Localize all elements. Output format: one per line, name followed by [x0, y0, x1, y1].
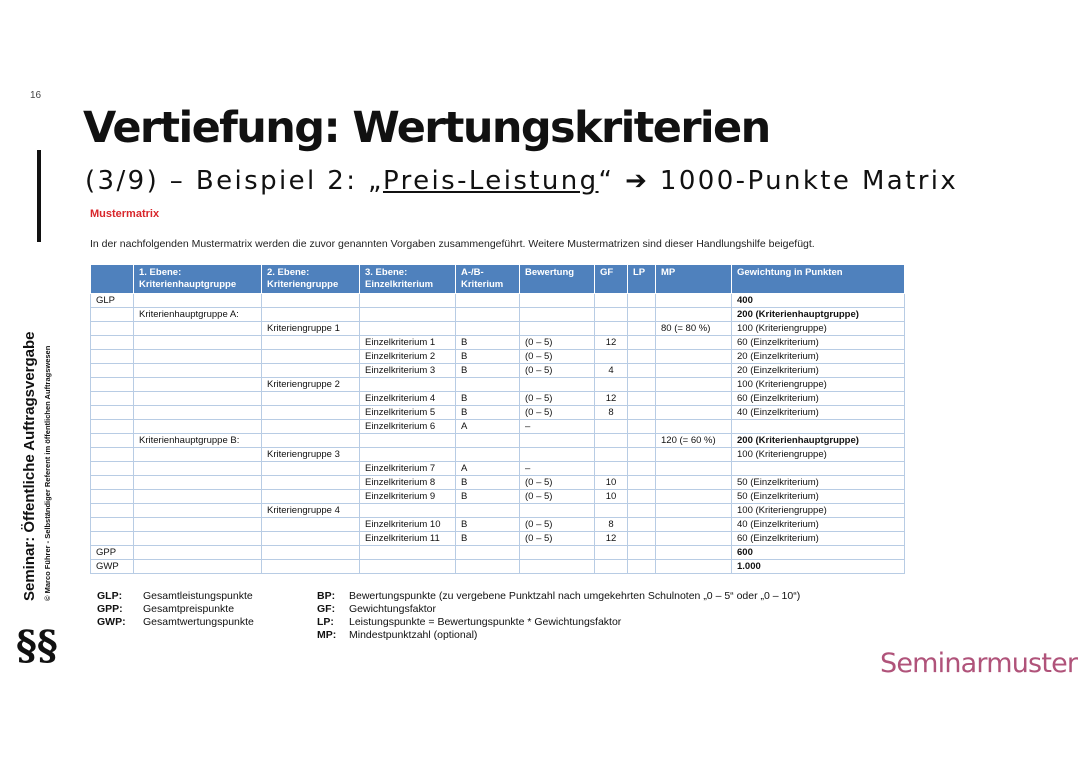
table-cell: Einzelkriterium 8 — [360, 476, 456, 490]
table-cell: B — [456, 476, 520, 490]
table-cell: Einzelkriterium 3 — [360, 364, 456, 378]
table-row — [91, 448, 905, 462]
table-cell — [262, 532, 360, 546]
table-cell: Einzelkriterium 9 — [360, 490, 456, 504]
column-header: A-/B- Kriterium — [456, 265, 520, 294]
table-cell: Kriteriengruppe 3 — [262, 448, 360, 462]
table-cell: Einzelkriterium 5 — [360, 406, 456, 420]
table-cell: 60 (Einzelkriterium) — [732, 336, 905, 350]
table-cell: 120 (= 60 %) — [656, 434, 732, 448]
subtitle-prefix: (3/9) – Beispiel 2: „ — [85, 166, 383, 196]
column-header: LP — [628, 265, 656, 294]
table-cell — [628, 504, 656, 518]
table-cell — [656, 420, 732, 434]
table-cell: Kriterienhauptgruppe B: — [134, 434, 262, 448]
table-cell — [732, 420, 905, 434]
table-row — [91, 364, 905, 378]
table-cell — [520, 434, 595, 448]
table-cell: Einzelkriterium 7 — [360, 462, 456, 476]
table-cell — [262, 490, 360, 504]
table-cell — [595, 434, 628, 448]
accent-bar — [37, 150, 41, 242]
table-cell — [656, 448, 732, 462]
table-cell: (0 – 5) — [520, 364, 595, 378]
slide-subtitle — [85, 164, 958, 198]
table-cell: 20 (Einzelkriterium) — [732, 364, 905, 378]
table-cell — [520, 448, 595, 462]
table-cell — [262, 476, 360, 490]
table-cell — [91, 406, 134, 420]
legend-item — [317, 603, 800, 616]
table-cell: 50 (Einzelkriterium) — [732, 490, 905, 504]
subtitle-suffix: “ ➔ 1000-Punkte Matrix — [598, 166, 959, 196]
legend-key: GLP: — [97, 590, 123, 602]
table-row — [91, 308, 905, 322]
table-cell — [628, 406, 656, 420]
table-cell — [656, 532, 732, 546]
column-header: 3. Ebene: Einzelkriterium — [360, 265, 456, 294]
table-cell — [628, 560, 656, 574]
table-cell — [656, 364, 732, 378]
table-cell — [520, 560, 595, 574]
legend-value: Gesamtleistungspunkte — [143, 590, 253, 602]
legend-key: MP: — [317, 629, 337, 641]
table-cell — [262, 294, 360, 308]
table-cell — [360, 294, 456, 308]
table-cell — [520, 504, 595, 518]
table-cell — [134, 462, 262, 476]
legend-value: Gewichtungsfaktor — [349, 603, 436, 615]
table-cell — [360, 434, 456, 448]
table-cell — [262, 518, 360, 532]
table-cell: (0 – 5) — [520, 532, 595, 546]
table-cell: (0 – 5) — [520, 476, 595, 490]
table-cell: (0 – 5) — [520, 406, 595, 420]
table-cell — [262, 336, 360, 350]
table-cell — [656, 378, 732, 392]
legend-item — [97, 603, 254, 616]
table-cell — [91, 336, 134, 350]
table-row — [91, 490, 905, 504]
table-cell: B — [456, 364, 520, 378]
table-cell — [732, 462, 905, 476]
table-cell — [628, 392, 656, 406]
table-cell: 8 — [595, 518, 628, 532]
table-row — [91, 518, 905, 532]
legend-item — [317, 629, 800, 642]
table-cell — [656, 490, 732, 504]
table-cell: (0 – 5) — [520, 518, 595, 532]
table-cell — [656, 518, 732, 532]
table-cell: 50 (Einzelkriterium) — [732, 476, 905, 490]
table-cell: (0 – 5) — [520, 336, 595, 350]
legend-value: Gesamtwertungspunkte — [143, 616, 254, 628]
table-cell: B — [456, 490, 520, 504]
table-cell — [360, 560, 456, 574]
table-cell — [134, 364, 262, 378]
table-cell: (0 – 5) — [520, 350, 595, 364]
table-cell — [91, 532, 134, 546]
sidebar-title: Seminar: Öffentliche Auftragsvergabe — [21, 331, 38, 601]
table-row — [91, 560, 905, 574]
table-cell — [360, 546, 456, 560]
table-cell — [360, 322, 456, 336]
table-cell: 8 — [595, 406, 628, 420]
table-cell — [595, 448, 628, 462]
table-cell — [656, 392, 732, 406]
table-cell: – — [520, 420, 595, 434]
table-cell — [656, 336, 732, 350]
table-cell — [628, 350, 656, 364]
table-cell: (0 – 5) — [520, 392, 595, 406]
table-cell — [262, 434, 360, 448]
table-row — [91, 532, 905, 546]
table-cell — [134, 546, 262, 560]
table-cell — [656, 350, 732, 364]
column-header: Gewichtung in Punkten — [732, 265, 905, 294]
table-cell — [595, 462, 628, 476]
table-cell — [134, 322, 262, 336]
table-cell — [262, 392, 360, 406]
table-cell — [91, 378, 134, 392]
table-cell — [520, 546, 595, 560]
table-cell: 40 (Einzelkriterium) — [732, 406, 905, 420]
table-cell: 400 — [732, 294, 905, 308]
column-header: 2. Ebene: Kriteriengruppe — [262, 265, 360, 294]
table-cell: 12 — [595, 392, 628, 406]
table-cell — [628, 294, 656, 308]
table-row — [91, 294, 905, 308]
table-row — [91, 420, 905, 434]
table-cell — [456, 294, 520, 308]
table-cell — [134, 420, 262, 434]
table-cell: 20 (Einzelkriterium) — [732, 350, 905, 364]
table-cell — [134, 294, 262, 308]
table-cell: Einzelkriterium 10 — [360, 518, 456, 532]
table-cell — [628, 364, 656, 378]
table-cell — [656, 294, 732, 308]
legend-key: GF: — [317, 603, 336, 615]
table-cell: Einzelkriterium 4 — [360, 392, 456, 406]
column-header: GF — [595, 265, 628, 294]
legend-key: BP: — [317, 590, 336, 602]
subtitle-underlined: Preis-Leistung — [382, 166, 599, 196]
table-cell — [134, 350, 262, 364]
table-cell — [91, 490, 134, 504]
table-row — [91, 378, 905, 392]
table-cell — [628, 322, 656, 336]
table-cell: Kriteriengruppe 1 — [262, 322, 360, 336]
table-cell — [456, 448, 520, 462]
table-cell — [595, 546, 628, 560]
legend-item — [317, 590, 800, 603]
legend-item — [97, 590, 254, 603]
table-cell: 200 (Kriterienhauptgruppe) — [732, 308, 905, 322]
legend-left — [97, 590, 254, 629]
table-row — [91, 546, 905, 560]
table-cell — [628, 434, 656, 448]
table-row — [91, 462, 905, 476]
sidebar-copyright: © Marco Führer - Selbständiger Referent im öffentlichen Auftragswesen — [43, 345, 52, 601]
table-cell — [262, 420, 360, 434]
table-cell — [595, 350, 628, 364]
table-cell — [134, 532, 262, 546]
table-cell: Kriteriengruppe 4 — [262, 504, 360, 518]
table-cell — [520, 322, 595, 336]
table-cell — [656, 546, 732, 560]
brand-logo: Seminarmuster — [880, 648, 1078, 679]
table-cell — [262, 560, 360, 574]
table-cell: 1.000 — [732, 560, 905, 574]
table-cell — [262, 308, 360, 322]
table-cell — [360, 308, 456, 322]
table-cell — [656, 308, 732, 322]
legend-value: Bewertungspunkte (zu vergebene Punktzahl nach umgekehrten Schulnoten „0 – 5“ oder „0 – 10“) — [349, 590, 801, 602]
table-cell: 40 (Einzelkriterium) — [732, 518, 905, 532]
table-cell — [520, 378, 595, 392]
table-cell — [595, 294, 628, 308]
table-cell — [595, 504, 628, 518]
table-cell — [456, 378, 520, 392]
table-cell: 100 (Kriteriengruppe) — [732, 378, 905, 392]
column-header: Bewertung — [520, 265, 595, 294]
table-cell — [628, 490, 656, 504]
table-cell: GWP — [91, 560, 134, 574]
table-row — [91, 406, 905, 420]
table-cell — [91, 462, 134, 476]
table-cell — [134, 336, 262, 350]
table-cell — [656, 406, 732, 420]
table-cell — [91, 504, 134, 518]
table-cell: 12 — [595, 336, 628, 350]
table-cell: B — [456, 350, 520, 364]
table-cell — [628, 476, 656, 490]
table-cell — [91, 308, 134, 322]
table-cell — [134, 392, 262, 406]
matrix-heading: Mustermatrix — [90, 208, 160, 220]
table-row — [91, 322, 905, 336]
table-cell: Einzelkriterium 1 — [360, 336, 456, 350]
table-row — [91, 350, 905, 364]
table-cell: 100 (Kriteriengruppe) — [732, 448, 905, 462]
table-cell — [628, 378, 656, 392]
table-cell — [262, 350, 360, 364]
table-cell — [520, 294, 595, 308]
table-cell — [91, 448, 134, 462]
table-cell — [262, 546, 360, 560]
table-cell: 4 — [595, 364, 628, 378]
table-cell — [91, 518, 134, 532]
table-cell — [456, 504, 520, 518]
table-cell: Einzelkriterium 2 — [360, 350, 456, 364]
table-cell: 200 (Kriterienhauptgruppe) — [732, 434, 905, 448]
table-cell — [91, 392, 134, 406]
table-cell: A — [456, 462, 520, 476]
table-cell — [628, 532, 656, 546]
table-cell — [134, 504, 262, 518]
table-cell — [595, 420, 628, 434]
table-cell — [91, 322, 134, 336]
table-cell: 12 — [595, 532, 628, 546]
table-cell — [360, 504, 456, 518]
table-cell — [134, 406, 262, 420]
table-cell: Einzelkriterium 11 — [360, 532, 456, 546]
legend-value: Mindestpunktzahl (optional) — [349, 629, 478, 641]
table-cell: B — [456, 532, 520, 546]
column-header: 1. Ebene: Kriterienhauptgruppe — [134, 265, 262, 294]
table-cell — [134, 448, 262, 462]
table-cell: Einzelkriterium 6 — [360, 420, 456, 434]
table-cell — [656, 462, 732, 476]
table-cell: GPP — [91, 546, 134, 560]
table-header-row — [91, 265, 905, 294]
legend-right — [317, 590, 800, 642]
table-cell — [628, 518, 656, 532]
table-cell: (0 – 5) — [520, 490, 595, 504]
table-cell — [91, 420, 134, 434]
table-cell — [91, 476, 134, 490]
table-cell — [656, 476, 732, 490]
table-cell: 10 — [595, 476, 628, 490]
table-cell — [628, 308, 656, 322]
table-cell: 100 (Kriteriengruppe) — [732, 322, 905, 336]
table-cell — [456, 434, 520, 448]
table-cell — [91, 350, 134, 364]
table-cell: 60 (Einzelkriterium) — [732, 532, 905, 546]
table-cell: B — [456, 406, 520, 420]
table-row — [91, 336, 905, 350]
page-number: 16 — [30, 90, 42, 101]
table-cell — [456, 308, 520, 322]
table-row — [91, 504, 905, 518]
points-matrix-table — [90, 264, 905, 574]
table-cell — [134, 378, 262, 392]
table-cell: 80 (= 80 %) — [656, 322, 732, 336]
table-cell: B — [456, 336, 520, 350]
table-cell — [595, 378, 628, 392]
table-cell — [134, 476, 262, 490]
table-cell: B — [456, 392, 520, 406]
table-cell: – — [520, 462, 595, 476]
table-cell: 10 — [595, 490, 628, 504]
table-cell — [628, 448, 656, 462]
table-cell — [262, 406, 360, 420]
legend-key: LP: — [317, 616, 334, 628]
table-cell — [595, 308, 628, 322]
table-cell — [262, 462, 360, 476]
table-cell: GLP — [91, 294, 134, 308]
legend-key: GPP: — [97, 603, 123, 615]
table-cell: 100 (Kriteriengruppe) — [732, 504, 905, 518]
table-cell — [456, 560, 520, 574]
paragraph-icon: §§ — [16, 622, 58, 669]
legend-value: Gesamtpreispunkte — [143, 603, 235, 615]
table-cell — [628, 546, 656, 560]
table-cell — [456, 322, 520, 336]
table-cell: 600 — [732, 546, 905, 560]
legend-item — [317, 616, 800, 629]
table-cell — [628, 462, 656, 476]
table-cell — [134, 518, 262, 532]
table-cell: A — [456, 420, 520, 434]
table-row — [91, 434, 905, 448]
table-row — [91, 392, 905, 406]
table-cell — [656, 560, 732, 574]
table-cell: B — [456, 518, 520, 532]
table-cell — [91, 434, 134, 448]
column-header: MP — [656, 265, 732, 294]
matrix-intro: In der nachfolgenden Mustermatrix werden die zuvor genannten Vorgaben zusammengeführt. Weitere Mustermatrizen sind dieser Handlungshilfe beigefügt. — [90, 238, 815, 250]
legend-item — [97, 616, 254, 629]
table-cell — [628, 420, 656, 434]
table-cell — [262, 364, 360, 378]
table-cell — [656, 504, 732, 518]
table-cell — [595, 322, 628, 336]
table-cell — [360, 448, 456, 462]
table-cell — [520, 308, 595, 322]
table-cell — [595, 560, 628, 574]
legend-value: Leistungspunkte = Bewertungspunkte * Gewichtungsfaktor — [349, 616, 622, 628]
table-cell — [134, 490, 262, 504]
table-cell: Kriterienhauptgruppe A: — [134, 308, 262, 322]
slide-title: Vertiefung: Wertungskriterien — [83, 103, 770, 153]
table-cell: Kriteriengruppe 2 — [262, 378, 360, 392]
table-cell — [628, 336, 656, 350]
sidebar — [20, 283, 70, 601]
table-cell — [91, 364, 134, 378]
legend-key: GWP: — [97, 616, 126, 628]
table-cell — [134, 560, 262, 574]
table-cell — [360, 378, 456, 392]
table-cell: 60 (Einzelkriterium) — [732, 392, 905, 406]
table-cell — [456, 546, 520, 560]
table-row — [91, 476, 905, 490]
column-header — [91, 265, 134, 294]
